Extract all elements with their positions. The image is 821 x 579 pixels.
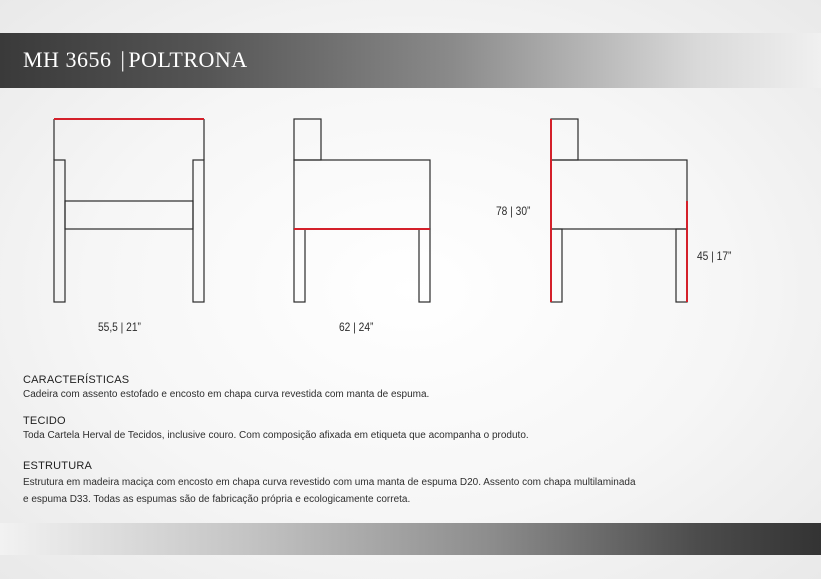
height-backrest <box>551 119 578 160</box>
height-front-leg <box>551 229 562 302</box>
section-title: ESTRUTURA <box>23 460 93 472</box>
section-text: Estrutura em madeira maciça com encosto em chapa curva revestido com uma manta de espuma D20. Assento com chapa multilaminada <box>23 477 636 488</box>
product-code: MH 3656 <box>23 47 112 72</box>
section-caracteristicas <box>23 374 723 401</box>
front-left-arm <box>54 160 65 302</box>
height-body <box>551 160 687 229</box>
section-title: CARACTERÍSTICAS <box>23 374 130 386</box>
side-view-drawing <box>294 119 430 302</box>
total-height-label: 78 | 30” <box>496 204 531 218</box>
side-front-leg <box>294 229 305 302</box>
front-right-arm <box>193 160 204 302</box>
side-body <box>294 160 430 229</box>
product-name: POLTRONA <box>128 47 248 72</box>
front-seat <box>65 201 193 229</box>
height-back-leg <box>676 229 687 302</box>
section-tecido <box>23 415 723 442</box>
section-estrutura <box>23 460 723 508</box>
side-depth-label: 62 | 24” <box>339 320 374 334</box>
front-view-drawing <box>54 119 204 302</box>
section-text: e espuma D33. Todas as espumas são de fabricação própria e ecologicamente correta. <box>23 494 411 505</box>
section-text: Cadeira com assento estofado e encosto em chapa curva revestida com manta de espuma. <box>23 389 430 400</box>
height-view-drawing <box>551 119 687 302</box>
section-text: Toda Cartela Herval de Tecidos, inclusive couro. Com composição afixada em etiqueta que acompanha o produto. <box>23 430 529 441</box>
footer-bar <box>0 523 821 555</box>
front-width-label: 55,5 | 21” <box>98 320 141 334</box>
side-back-leg <box>419 229 430 302</box>
title-separator: | <box>120 47 126 72</box>
side-backrest <box>294 119 321 160</box>
section-title: TECIDO <box>23 415 66 427</box>
seat-height-label: 45 | 17” <box>697 249 732 263</box>
